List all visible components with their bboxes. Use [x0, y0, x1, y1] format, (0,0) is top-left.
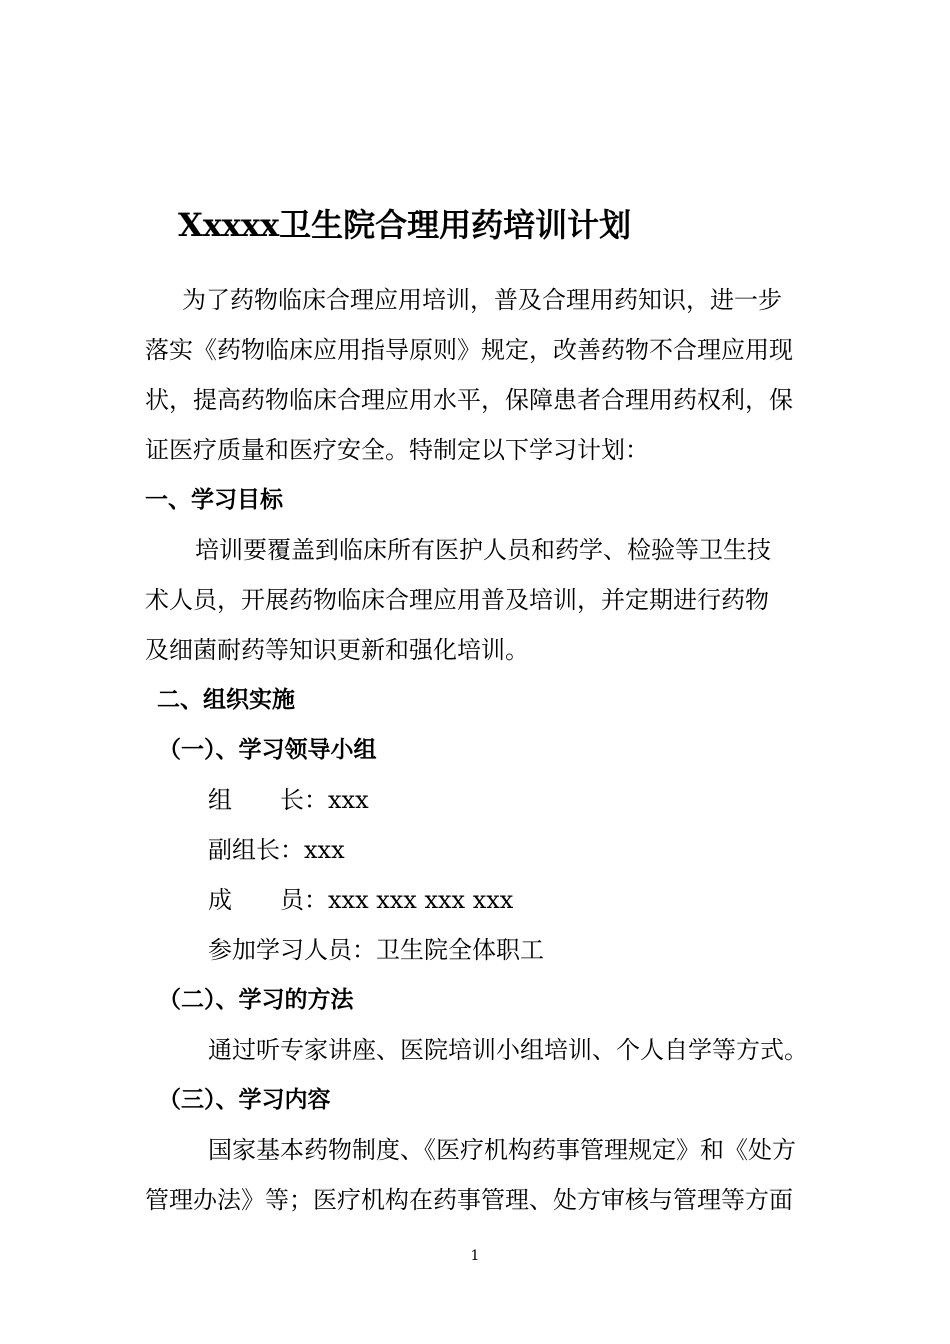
deputy-leader-line: 副组长：xxx [208, 836, 345, 864]
intro-line-1: 为了药物临床合理应用培训，普及合理用药知识，进一步 [182, 286, 782, 314]
leader-line: 组 长：xxx [208, 786, 369, 814]
method-line: 通过听专家讲座、医院培训小组培训、个人自学等方式。 [208, 1036, 808, 1064]
subsection-1-heading: （一）、学习领导小组 [158, 737, 377, 763]
intro-line-4: 证医疗质量和医疗安全。特制定以下学习计划： [145, 436, 649, 464]
page-number: 1 [470, 1248, 480, 1264]
subsection-2-heading: （二）、学习的方法 [158, 987, 354, 1013]
intro-line-2: 落实《药物临床应用指导原则》规定，改善药物不合理应用现 [145, 336, 793, 364]
section-1-line-2: 术人员，开展药物临床合理应用普及培训，并定期进行药物 [145, 586, 769, 614]
participants-line: 参加学习人员：卫生院全体职工 [208, 936, 544, 964]
members-line: 成 员：xxx xxx xxx xxx [208, 886, 514, 914]
document-title: Xxxxx卫生院合理用药培训计划 [178, 206, 632, 244]
content-line-2: 管理办法》等；医疗机构在药事管理、处方审核与管理等方面 [145, 1186, 793, 1214]
section-2-heading: 二、组织实施 [157, 687, 295, 713]
content-line-1: 国家基本药物制度、《医疗机构药事管理规定》和《处方 [208, 1136, 796, 1164]
section-1-line-3: 及细菌耐药等知识更新和强化培训。 [145, 636, 529, 664]
section-1-line-1: 培训要覆盖到临床所有医护人员和药学、检验等卫生技 [195, 536, 771, 564]
subsection-3-heading: （三）、学习内容 [158, 1087, 331, 1113]
intro-line-3: 状，提高药物临床合理应用水平，保障患者合理用药权利，保 [145, 386, 793, 414]
section-1-heading: 一、学习目标 [145, 487, 283, 513]
